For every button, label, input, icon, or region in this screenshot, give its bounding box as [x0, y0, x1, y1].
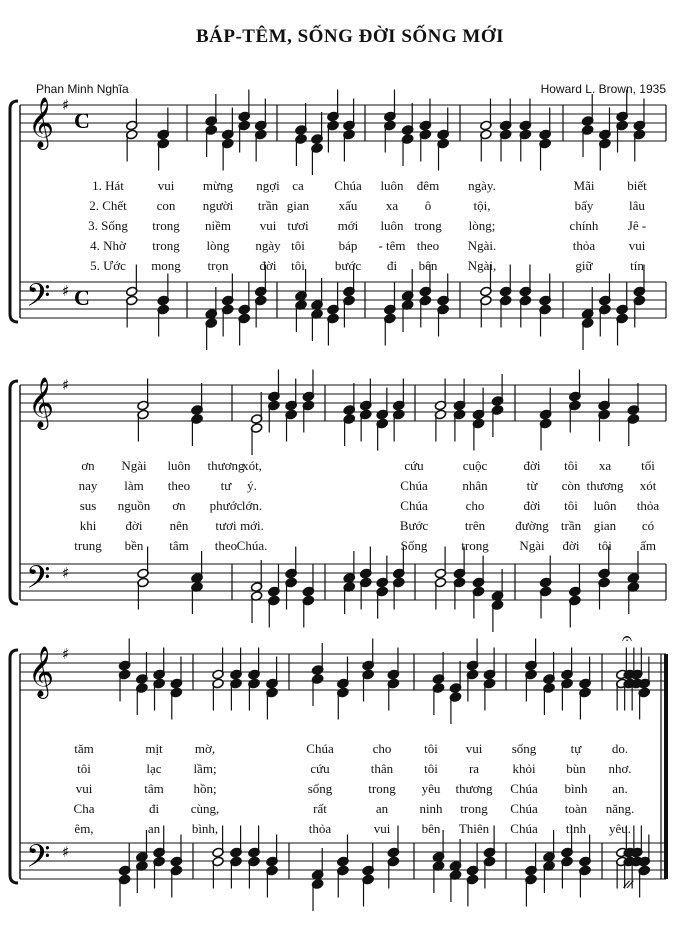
lyric-syllable: cứu [404, 458, 424, 473]
lyric-syllable: bền [124, 538, 144, 553]
lyric-syllable: cho [465, 498, 485, 513]
lyric-syllable: khỏi [512, 761, 536, 776]
sharp-icon: ♯ [62, 564, 70, 582]
lyric-syllable: bước [334, 258, 362, 273]
lyric-syllable: vui [628, 238, 646, 253]
lyric-syllable: Ngài. [467, 238, 497, 253]
lyric-syllable: ý. [247, 478, 257, 493]
lyric-syllable: Chúa. [236, 538, 268, 553]
lyric-syllable: lạc [146, 761, 162, 776]
lyric-syllable: nhơ. [608, 761, 632, 776]
lyric-syllable: thỏa [636, 498, 660, 513]
lyric-syllable: Bước [399, 518, 429, 533]
lyric-syllable: 1. Hát [92, 178, 124, 193]
lyricist: Phan Minh Nghĩa [36, 82, 129, 96]
lyric-syllable: trên [464, 518, 486, 533]
lyric-syllable: ơn [81, 458, 95, 473]
sharp-icon: ♯ [62, 843, 70, 861]
treble-staff [20, 90, 666, 176]
lyric-syllable: lòng [206, 238, 230, 253]
lyric-syllable: đời [523, 498, 541, 513]
lyric-syllable: Chúa [306, 741, 334, 756]
lyric-syllable: chính [569, 218, 599, 233]
lyric-syllable: rất [313, 801, 327, 816]
lyric-syllable: con [156, 198, 176, 213]
lyric-syllable: luôn [167, 458, 191, 473]
lyric-syllable: biết [627, 178, 647, 193]
lyric-syllable: thương [455, 781, 493, 796]
lyric-syllable: ơn [172, 498, 186, 513]
lyric-syllable: lớn. [241, 498, 263, 513]
lyric-syllable: bình, [191, 821, 219, 836]
lyric-syllable: bên [421, 821, 441, 836]
lyric-syllable: thương [586, 478, 624, 493]
lyric-syllable: đi [386, 258, 398, 273]
lyric-syllable: trung [74, 538, 102, 553]
lyric-syllable: nguồn [117, 498, 151, 513]
lyric-syllable: 2. Chết [89, 198, 127, 213]
lyric-syllable: ấm [640, 538, 656, 553]
lyric-syllable: an [375, 801, 389, 816]
lyric-syllable: gian [286, 198, 310, 213]
lyric-syllable: mới [337, 218, 359, 233]
lyric-syllable: trong [368, 781, 396, 796]
lyric-syllable: Ngài, [467, 258, 497, 273]
lyric-syllable: trong [461, 538, 489, 553]
lyric-syllable: phước [209, 498, 243, 513]
lyric-syllable: ô [424, 198, 432, 213]
lyric-syllable: thân [370, 761, 394, 776]
lyric-syllable: năng. [605, 801, 635, 816]
lyric-syllable: cùng, [190, 801, 220, 816]
lyric-syllable: hồn; [193, 781, 217, 796]
lyric-syllable: xót, [242, 458, 262, 473]
lyric-syllable: vui [373, 821, 391, 836]
lyric-syllable: tư [220, 478, 232, 493]
lyric-syllable: tươi [215, 518, 237, 533]
time-signature: C [74, 285, 90, 310]
lyric-syllable: tự [570, 741, 582, 756]
lyric-syllable: Jê - [627, 218, 647, 233]
lyric-syllable: khi [79, 518, 97, 533]
lyric-syllable: còn [561, 478, 581, 493]
lyric-syllable: tôi [77, 761, 91, 776]
lyric-syllable: Sống [400, 538, 428, 553]
lyric-syllable: vui [259, 218, 277, 233]
lyric-syllable: xót [639, 478, 657, 493]
lyric-syllable: nay [78, 478, 98, 493]
lyric-syllable: tôi [291, 238, 305, 253]
lyric-syllable: tôi [424, 761, 438, 776]
lyric-syllable: tôi [291, 258, 305, 273]
lyric-syllable: xấu [338, 198, 358, 213]
lyric-syllable: yêu. [608, 821, 632, 836]
lyric-syllable: Cha [73, 801, 95, 816]
lyric-syllable: tôi [564, 458, 578, 473]
lyric-syllable: theo [167, 478, 191, 493]
time-signature: C [74, 108, 90, 133]
lyric-syllable: người [202, 198, 234, 213]
sharp-icon: ♯ [62, 376, 70, 394]
lyric-syllable: vui [465, 741, 483, 756]
fermata-icon: 𝄐 [622, 628, 633, 649]
lyric-syllable: tình [565, 821, 587, 836]
bass-clef-icon: 𝄢 [26, 559, 51, 603]
lyric-syllable: toàn [564, 801, 588, 816]
lyric-syllable: đời [259, 258, 277, 273]
sharp-icon: ♯ [62, 96, 70, 114]
sharp-icon: ♯ [62, 282, 70, 300]
lyric-syllable: ngày [255, 238, 281, 253]
lyric-syllable: cuộc [462, 458, 488, 473]
lyric-syllable: theo [214, 538, 238, 553]
lyric-syllable: Chúa [400, 498, 428, 513]
lyric-syllable: tội, [473, 198, 491, 213]
lyric-syllable: sống [307, 781, 333, 796]
lyric-syllable: cho [372, 741, 392, 756]
composer: Howard L. Brown, 1935 [540, 82, 666, 96]
lyric-syllable: tăm [74, 741, 94, 756]
lyric-syllable: Chúa [510, 781, 538, 796]
lyric-syllable: ca [292, 178, 304, 193]
lyric-syllable: Ngài [121, 458, 147, 473]
lyric-syllable: niềm [205, 218, 231, 233]
lyric-syllable: báp [338, 238, 358, 253]
lyric-syllable: bên [418, 258, 438, 273]
lyric-syllable: luôn [380, 178, 404, 193]
lyric-syllable: bấy [574, 198, 594, 213]
lyric-syllable: an. [612, 781, 628, 796]
lyric-syllable: sus [79, 498, 97, 513]
lyric-syllable: theo [416, 238, 440, 253]
lyric-syllable: ngày. [468, 178, 496, 193]
lyric-syllable: tín [630, 258, 644, 273]
lyric-syllable: đời [523, 458, 541, 473]
lyric-syllable: mừng [202, 178, 234, 193]
lyric-syllable: tâm [144, 781, 164, 796]
bass-staff [20, 547, 666, 633]
lyric-syllable: ra [468, 761, 480, 776]
lyric-syllable: xa [598, 458, 612, 473]
lyric-syllable: Chúa [334, 178, 362, 193]
lyric-syllable: 3. Sống [88, 218, 128, 233]
lyric-syllable: 4. Nhờ [90, 238, 126, 253]
lyric-syllable: tôi [424, 741, 438, 756]
lyric-syllable: trong [414, 218, 442, 233]
lyric-syllable: ngợi [256, 178, 280, 193]
lyric-syllable: lâu [629, 198, 645, 213]
lyric-syllable: trong [460, 801, 488, 816]
lyric-syllable: trong [152, 218, 180, 233]
lyrics-system-3 [0, 741, 700, 841]
lyrics-system-2 [0, 458, 700, 558]
lyric-syllable: vui [157, 178, 175, 193]
lyric-syllable: thương [207, 458, 245, 473]
song-title: BÁP-TÊM, SỐNG ĐỜI SỐNG MỚI [195, 26, 505, 47]
lyric-syllable: an [147, 821, 161, 836]
lyric-syllable: - têm [378, 238, 406, 253]
lyric-syllable: tôi [564, 498, 578, 513]
lyric-syllable: từ [526, 478, 538, 493]
lyric-syllable: trong [152, 238, 180, 253]
lyric-syllable: ninh [419, 801, 443, 816]
lyric-syllable: đêm [416, 178, 440, 193]
lyric-syllable: sống [511, 741, 537, 756]
treble-clef-icon: 𝄞 [28, 646, 55, 697]
lyric-syllable: trần [257, 198, 279, 213]
lyric-syllable: bùn [566, 761, 586, 776]
treble-clef-icon: 𝄞 [28, 97, 55, 148]
treble-clef-icon: 𝄞 [28, 377, 55, 428]
lyric-syllable: đường [515, 518, 549, 533]
lyric-syllable: Ngài [519, 538, 545, 553]
lyric-syllable: có [641, 518, 655, 533]
lyric-syllable: êm, [74, 821, 94, 836]
lyrics-system-1 [0, 178, 700, 278]
lyric-syllable: tôi [598, 538, 612, 553]
lyric-syllable: Thiên [458, 821, 490, 836]
treble-staff [20, 370, 666, 456]
lyric-syllable: vui [75, 781, 93, 796]
lyric-syllable: Chúa [400, 478, 428, 493]
lyric-syllable: lòng; [468, 218, 496, 233]
bass-clef-icon: 𝄢 [26, 838, 51, 882]
lyric-syllable: tươi [287, 218, 309, 233]
lyric-syllable: mới. [240, 518, 264, 533]
lyric-syllable: trần [560, 518, 582, 533]
lyric-syllable: xa [385, 198, 399, 213]
lyric-syllable: do. [611, 741, 629, 756]
fermata-icon: 𝄓 [622, 881, 635, 902]
lyric-syllable: giữ [575, 258, 593, 273]
lyric-syllable: thỏa [308, 821, 332, 836]
lyric-syllable: yêu [421, 781, 441, 796]
lyric-syllable: Chúa [510, 821, 538, 836]
treble-staff [20, 639, 666, 725]
lyric-syllable: mong [151, 258, 181, 273]
lyric-syllable: tâm [169, 538, 189, 553]
lyric-syllable: lầm; [193, 761, 217, 776]
lyric-syllable: đời [562, 538, 580, 553]
lyric-syllable: cứu [310, 761, 330, 776]
lyric-syllable: Mãi [573, 178, 595, 193]
lyric-syllable: tối [641, 458, 655, 473]
lyric-syllable: 5. Ước [90, 258, 126, 273]
lyric-syllable: bình [564, 781, 588, 796]
lyric-syllable: nên [169, 518, 189, 533]
lyric-syllable: đời [125, 518, 143, 533]
lyric-syllable: luôn [593, 498, 617, 513]
lyric-syllable: thỏa [572, 238, 596, 253]
lyric-syllable: đi [148, 801, 160, 816]
lyric-syllable: gian [593, 518, 617, 533]
bass-clef-icon: 𝄢 [26, 277, 51, 321]
lyric-syllable: Chúa [510, 801, 538, 816]
lyric-syllable: mịt [145, 741, 163, 756]
lyric-syllable: trọn [207, 258, 229, 273]
lyric-syllable: mờ, [194, 741, 216, 756]
lyric-syllable: nhân [462, 478, 488, 493]
lyric-syllable: luôn [380, 218, 404, 233]
sharp-icon: ♯ [62, 645, 70, 663]
lyric-syllable: làm [124, 478, 144, 493]
